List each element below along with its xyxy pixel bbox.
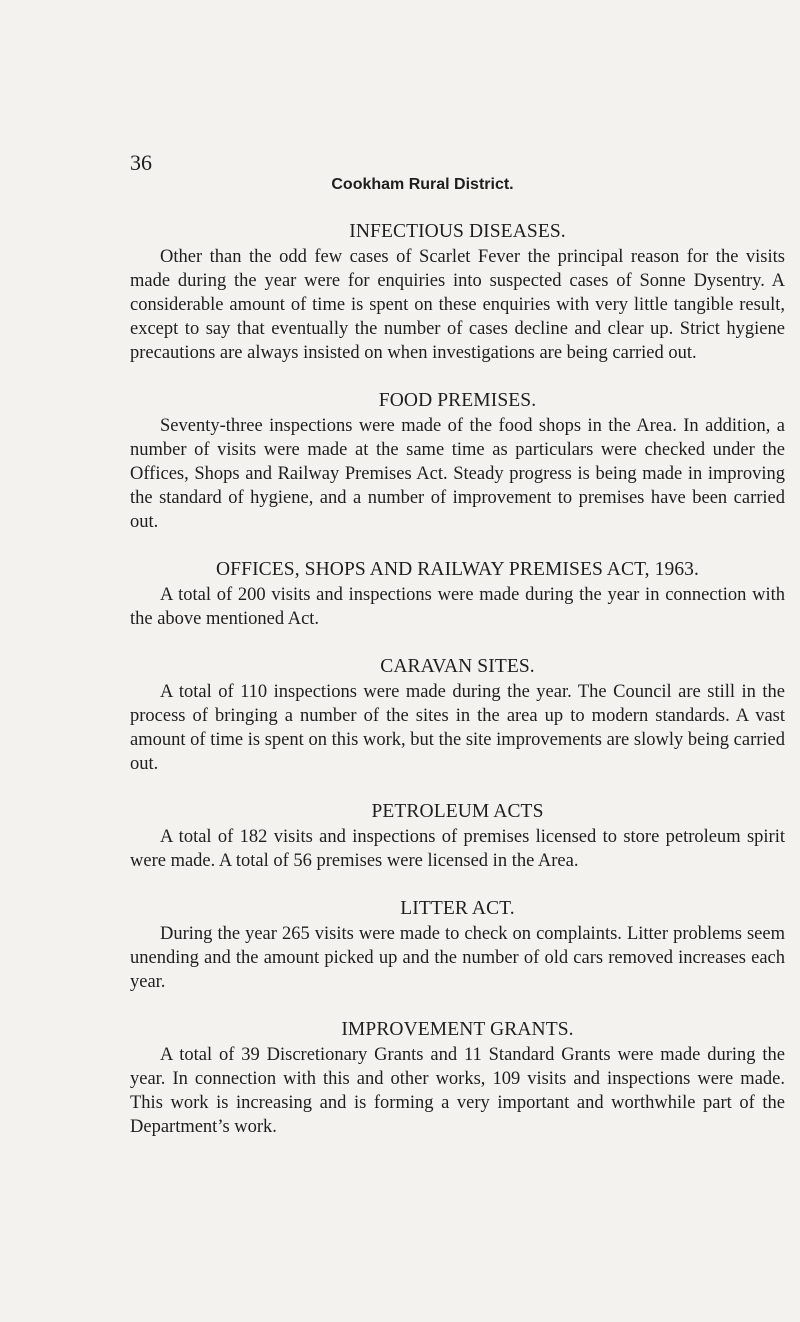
- section-heading: FOOD PREMISES.: [378, 390, 537, 411]
- section-paragraph: Other than the odd few cases of Scarlet Fever the principal reason for the visits made during the year were for enquiries into suspected cases of Sonne Dysentry. A considerable amount of time is spent on these enquiries with very little tangible result, except to say that eventually the number of cases decline and clear up. Strict hygiene precautions are always insisted on when investigations are being carried out.: [130, 247, 785, 363]
- section-infectious-diseases: [130, 219, 785, 365]
- document-body: [130, 219, 785, 1139]
- section-paragraph: A total of 200 visits and inspections were made during the year in connection with the above mentioned Act.: [130, 585, 785, 629]
- section-heading: PETROLEUM ACTS: [371, 801, 544, 822]
- section-petroleum-acts: [130, 799, 785, 873]
- section-paragraph: Seventy-three inspections were made of the food shops in the Area. In addition, a number of visits were made at the same time as particulars were checked under the Offices, Shops and Railway Premises Act. Steady progress is being made in improving the standard of hygiene, and a number of improvement to premises have been carried out.: [130, 416, 785, 532]
- section-improvement-grants: [130, 1017, 785, 1139]
- running-head: Cookham Rural District.: [331, 176, 514, 193]
- section-heading: INFECTIOUS DISEASES.: [349, 221, 566, 242]
- section-heading: CARAVAN SITES.: [380, 656, 535, 677]
- section-heading: OFFICES, SHOPS AND RAILWAY PREMISES ACT, 1963.: [216, 559, 699, 580]
- section-heading: LITTER ACT.: [400, 898, 515, 919]
- section-paragraph: A total of 110 inspections were made during the year. The Council are still in the process of bringing a number of the sites in the area up to modern standards. A vast amount of time is spent on this work, but the site improvements are slowly being carried out.: [130, 682, 785, 774]
- section-offices-shops-railway: [130, 557, 785, 631]
- section-food-premises: [130, 388, 785, 534]
- section-litter-act: [130, 896, 785, 994]
- section-paragraph: A total of 39 Discretionary Grants and 11 Standard Grants were made during the year. In connection with this and other works, 109 visits and inspections were made. This work is increasing and is forming a very important and worthwhile part of the Department’s work.: [130, 1045, 785, 1137]
- section-paragraph: A total of 182 visits and inspections of premises licensed to store petroleum spirit were made. A total of 56 premises were licensed in the Area.: [130, 827, 785, 871]
- section-heading: IMPROVEMENT GRANTS.: [341, 1019, 574, 1040]
- section-paragraph: During the year 265 visits were made to check on complaints. Litter problems seem unending and the amount picked up and the number of old cars removed increases each year.: [130, 924, 785, 992]
- page-number: 36: [130, 150, 152, 175]
- section-caravan-sites: [130, 654, 785, 776]
